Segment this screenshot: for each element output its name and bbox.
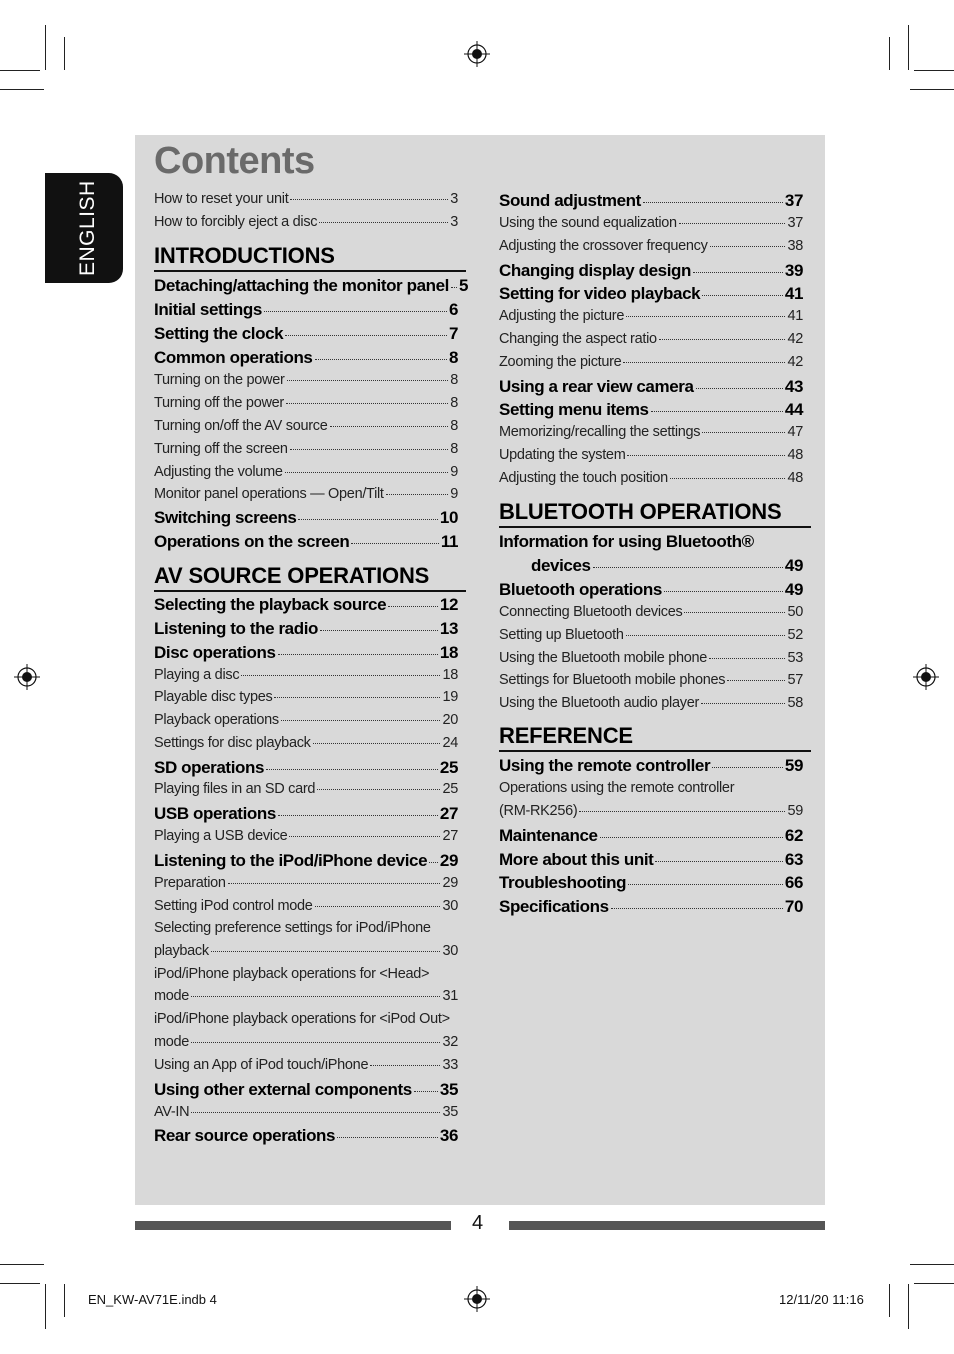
toc-entry-page: 41 — [784, 284, 803, 303]
toc-entry-page: 18 — [439, 643, 458, 662]
toc-entry[interactable] — [499, 695, 803, 711]
toc-entry-page: 36 — [439, 1126, 458, 1145]
toc-entry[interactable] — [499, 284, 803, 304]
page-number-bar-right — [509, 1221, 825, 1230]
toc-entry[interactable] — [154, 595, 458, 615]
toc-entry[interactable] — [154, 1126, 458, 1146]
toc-entry[interactable] — [154, 348, 458, 368]
crop-mark — [889, 37, 890, 70]
toc-entry[interactable] — [499, 238, 803, 254]
crop-mark — [889, 1284, 890, 1317]
crop-mark — [0, 70, 40, 71]
crop-mark — [0, 1264, 44, 1265]
toc-entry-page: 8 — [450, 441, 458, 457]
page-number-bar-left — [135, 1221, 451, 1230]
page-title: Contents — [154, 140, 315, 182]
crop-mark — [914, 70, 954, 71]
registration-mark-icon — [913, 664, 939, 690]
toc-entry-page: 8 — [450, 418, 458, 434]
toc-entry-page: 37 — [787, 215, 803, 231]
toc-entry[interactable] — [499, 826, 803, 846]
toc-entry-title: Specifications — [499, 897, 609, 916]
toc-entry-page: 43 — [784, 377, 803, 396]
page-number: 4 — [472, 1212, 484, 1234]
toc-entry[interactable] — [499, 850, 803, 870]
toc-entry-page: 49 — [784, 556, 803, 575]
toc-entry-page: 8 — [450, 372, 458, 388]
toc-entry-page: 25 — [439, 758, 458, 777]
toc-entry[interactable] — [154, 486, 458, 502]
toc-entry[interactable] — [154, 1104, 458, 1120]
toc-entry-title: Disc operations — [154, 643, 276, 662]
crop-mark — [45, 1284, 46, 1329]
toc-entry-page: 11 — [440, 532, 458, 551]
toc-entry-title: Zooming the picture — [499, 354, 622, 370]
toc-entry-title: Settings for Bluetooth mobile phones — [499, 672, 726, 688]
crop-mark — [45, 25, 46, 70]
toc-entry-title: Using other external components — [154, 1080, 412, 1099]
section-heading-introductions: INTRODUCTIONS — [154, 243, 466, 272]
toc-entry[interactable] — [499, 627, 803, 643]
toc-entry[interactable] — [499, 215, 803, 231]
toc-entry-page: 70 — [784, 897, 803, 916]
toc-entry-page: 32 — [442, 1034, 458, 1050]
toc-entry-page: 49 — [784, 580, 803, 599]
toc-entry-page: 62 — [784, 826, 803, 845]
toc-entry-page: 9 — [450, 486, 458, 502]
toc-entry-title: Using the remote controller — [499, 756, 711, 775]
toc-entry[interactable] — [154, 988, 458, 1004]
toc-entry-title: Initial settings — [154, 300, 262, 319]
toc-entry[interactable] — [499, 672, 803, 688]
toc-entry[interactable] — [531, 556, 803, 576]
toc-entry[interactable] — [154, 735, 458, 751]
toc-entry-title: Adjusting the touch position — [499, 470, 668, 486]
toc-entry-page: 47 — [787, 424, 803, 440]
registration-mark-icon — [464, 41, 490, 67]
toc-entry-title: Using an App of iPod touch/iPhone — [154, 1057, 369, 1073]
toc-entry-title: Connecting Bluetooth devices — [499, 604, 683, 620]
toc-entry[interactable] — [499, 580, 803, 600]
toc-entry-title: Operations on the screen — [154, 532, 350, 551]
section-heading-bluetooth: BLUETOOTH OPERATIONS — [499, 499, 811, 528]
toc-entry-title[interactable]: Information for using Bluetooth® — [499, 532, 754, 551]
toc-entry-title: Setting for video playback — [499, 284, 701, 303]
toc-entry-title: Troubleshooting — [499, 873, 627, 892]
toc-entry[interactable] — [499, 377, 803, 397]
toc-entry[interactable] — [499, 308, 803, 324]
toc-entry[interactable] — [154, 667, 458, 683]
crop-mark — [0, 89, 44, 90]
toc-entry-title: playback — [154, 943, 209, 959]
toc-entry-title: Adjusting the volume — [154, 464, 283, 480]
toc-entry-page: 3 — [450, 214, 458, 230]
toc-entry-title[interactable]: iPod/iPhone playback operations for <iPod Out> — [154, 1011, 450, 1027]
toc-entry-page: 27 — [442, 828, 458, 844]
toc-entry[interactable] — [499, 400, 803, 420]
crop-mark — [64, 1284, 65, 1317]
toc-entry-title: Changing display design — [499, 261, 691, 280]
toc-entry-title: USB operations — [154, 804, 276, 823]
toc-entry-title: Turning off the power — [154, 395, 284, 411]
toc-entry[interactable] — [499, 604, 803, 620]
registration-mark-icon — [464, 1286, 490, 1312]
toc-entry-title: Setting up Bluetooth — [499, 627, 624, 643]
toc-entry-title[interactable]: Operations using the remote controller — [499, 780, 735, 796]
toc-entry-page: 27 — [439, 804, 458, 823]
toc-entry[interactable] — [154, 712, 458, 728]
toc-entry[interactable] — [154, 1034, 458, 1050]
toc-entry-title: Playing files in an SD card — [154, 781, 316, 797]
toc-entry[interactable] — [154, 324, 458, 344]
toc-entry-page: 7 — [448, 324, 458, 343]
toc-entry-title: Rear source operations — [154, 1126, 336, 1145]
toc-entry-page: 57 — [787, 672, 803, 688]
toc-entry-page: 25 — [442, 781, 458, 797]
toc-entry-title: Turning on the power — [154, 372, 285, 388]
toc-entry-title: Using the Bluetooth audio player — [499, 695, 699, 711]
toc-entry-page: 20 — [442, 712, 458, 728]
toc-entry-page: 18 — [442, 667, 458, 683]
toc-entry-page: 29 — [442, 875, 458, 891]
toc-entry-title: Playing a USB device — [154, 828, 288, 844]
toc-entry-page: 42 — [787, 354, 803, 370]
section-heading-av-source: AV SOURCE OPERATIONS — [154, 563, 466, 592]
registration-mark-icon — [14, 664, 40, 690]
footer-file-info: EN_KW-AV71E.indb 4 — [88, 1292, 217, 1307]
toc-entry[interactable] — [154, 372, 458, 388]
toc-entry-page: 48 — [787, 470, 803, 486]
toc-entry-page: 13 — [439, 619, 458, 638]
toc-entry[interactable] — [499, 261, 803, 281]
crop-mark — [64, 37, 65, 70]
toc-entry-title: Listening to the iPod/iPhone device — [154, 851, 428, 870]
toc-entry-title: Settings for disc playback — [154, 735, 311, 751]
toc-entry[interactable] — [499, 873, 803, 893]
toc-entry[interactable] — [154, 508, 458, 528]
toc-entry-page: 59 — [787, 803, 803, 819]
toc-entry-page: 38 — [787, 238, 803, 254]
toc-entry-page: 44 — [784, 400, 803, 419]
crop-mark — [910, 1264, 954, 1265]
toc-entry-title: Setting menu items — [499, 400, 649, 419]
toc-entry-page: 31 — [442, 988, 458, 1004]
toc-entry-page: 12 — [439, 595, 458, 614]
toc-entry[interactable] — [499, 354, 803, 370]
toc-entry-title: Common operations — [154, 348, 313, 367]
toc-entry[interactable] — [154, 191, 458, 207]
toc-entry-page: 59 — [784, 756, 803, 775]
toc-entry-page: 9 — [450, 464, 458, 480]
toc-entry[interactable] — [499, 331, 803, 347]
toc-entry-title: AV-IN — [154, 1104, 190, 1120]
toc-entry-title: Maintenance — [499, 826, 598, 845]
toc-entry-title: Turning off the screen — [154, 441, 288, 457]
toc-entry-title: SD operations — [154, 758, 265, 777]
toc-entry-page: 48 — [787, 447, 803, 463]
toc-entry-page: 41 — [787, 308, 803, 324]
toc-entry[interactable] — [499, 191, 803, 211]
toc-entry-title: How to forcibly eject a disc — [154, 214, 318, 230]
toc-entry-title: Listening to the radio — [154, 619, 319, 638]
toc-entry-title: Playback operations — [154, 712, 279, 728]
crop-mark — [0, 1283, 40, 1284]
toc-entry[interactable] — [154, 643, 458, 663]
toc-entry-title: How to reset your unit — [154, 191, 289, 207]
toc-entry-page: 42 — [787, 331, 803, 347]
toc-entry[interactable] — [154, 689, 458, 705]
toc-entry-title: Preparation — [154, 875, 226, 891]
toc-entry-page: 29 — [439, 851, 458, 870]
toc-entry-page: 58 — [787, 695, 803, 711]
toc-entry[interactable] — [499, 756, 803, 776]
crop-mark — [914, 1283, 954, 1284]
toc-entry[interactable] — [154, 441, 458, 457]
toc-entry[interactable] — [154, 758, 458, 778]
toc-entry[interactable] — [154, 851, 458, 871]
section-heading-reference: REFERENCE — [499, 723, 811, 752]
toc-entry-page: 10 — [439, 508, 458, 527]
toc-entry[interactable] — [154, 300, 458, 320]
toc-entry[interactable] — [154, 875, 458, 891]
toc-entry[interactable] — [154, 214, 458, 230]
toc-entry-title: Bluetooth operations — [499, 580, 662, 599]
toc-entry-title: Using the sound equalization — [499, 215, 677, 231]
toc-entry-title: mode — [154, 1034, 190, 1050]
toc-entry-page: 30 — [442, 943, 458, 959]
toc-entry[interactable] — [499, 897, 803, 917]
toc-entry-title: Using a rear view camera — [499, 377, 694, 396]
toc-entry[interactable] — [154, 1080, 458, 1100]
toc-entry-title: Adjusting the picture — [499, 308, 625, 324]
toc-entry-title[interactable]: Selecting preference settings for iPod/iPhone — [154, 920, 431, 936]
toc-entry-page: 30 — [442, 898, 458, 914]
toc-entry[interactable] — [499, 650, 803, 666]
language-tab-label: ENGLISH — [76, 180, 99, 276]
toc-entry[interactable] — [154, 943, 458, 959]
toc-entry-title: (RM-RK256) — [499, 803, 578, 819]
toc-entry-title: Selecting the playback source — [154, 595, 387, 614]
toc-entry-page: 37 — [784, 191, 803, 210]
footer-timestamp: 12/11/20 11:16 — [779, 1292, 864, 1307]
toc-entry-title: Using the Bluetooth mobile phone — [499, 650, 708, 666]
crop-mark — [908, 25, 909, 70]
toc-entry-page: 50 — [787, 604, 803, 620]
toc-entry-title: devices — [531, 556, 591, 575]
toc-entry-title: Setting the clock — [154, 324, 284, 343]
toc-entry-page: 53 — [787, 650, 803, 666]
toc-entry-page: 35 — [442, 1104, 458, 1120]
toc-entry[interactable] — [154, 418, 458, 434]
crop-mark — [908, 1284, 909, 1329]
toc-entry[interactable] — [499, 424, 803, 440]
toc-entry-title: Playable disc types — [154, 689, 273, 705]
toc-entry[interactable] — [154, 464, 458, 480]
toc-entry-title: More about this unit — [499, 850, 654, 869]
toc-entry-title: Setting iPod control mode — [154, 898, 313, 914]
toc-entry-title[interactable]: iPod/iPhone playback operations for <Head> — [154, 966, 430, 982]
toc-entry[interactable] — [154, 804, 458, 824]
toc-entry-title: Monitor panel operations — Open/Tilt — [154, 486, 384, 502]
toc-entry-title: Turning on/off the AV source — [154, 418, 328, 434]
toc-entry-page: 66 — [784, 873, 803, 892]
toc-entry[interactable] — [154, 276, 469, 296]
toc-entry-page: 3 — [450, 191, 458, 207]
toc-entry[interactable] — [154, 619, 458, 639]
toc-entry-title: Adjusting the crossover frequency — [499, 238, 708, 254]
toc-entry-page: 24 — [442, 735, 458, 751]
toc-entry[interactable] — [154, 898, 458, 914]
crop-mark — [910, 89, 954, 90]
toc-entry-page: 5 — [459, 276, 469, 295]
toc-entry[interactable] — [154, 395, 458, 411]
toc-entry[interactable] — [499, 470, 803, 486]
toc-entry[interactable] — [499, 803, 803, 819]
toc-entry[interactable] — [154, 828, 458, 844]
toc-entry-title: Memorizing/recalling the settings — [499, 424, 701, 440]
toc-entry[interactable] — [499, 447, 803, 463]
toc-entry-page: 8 — [450, 395, 458, 411]
toc-entry[interactable] — [154, 532, 458, 552]
toc-entry-title: Detaching/attaching the monitor panel — [154, 276, 450, 295]
toc-entry-title: Switching screens — [154, 508, 297, 527]
toc-entry-title: Changing the aspect ratio — [499, 331, 657, 347]
toc-entry-page: 52 — [787, 627, 803, 643]
toc-entry-page: 63 — [784, 850, 803, 869]
toc-entry-title: Sound adjustment — [499, 191, 641, 210]
toc-entry-page: 33 — [442, 1057, 458, 1073]
toc-entry-page: 39 — [784, 261, 803, 280]
toc-entry-page: 8 — [448, 348, 458, 367]
toc-entry-title: Updating the system — [499, 447, 626, 463]
toc-entry-page: 19 — [442, 689, 458, 705]
toc-entry[interactable] — [154, 781, 458, 797]
toc-entry-page: 6 — [448, 300, 458, 319]
toc-entry[interactable] — [154, 1057, 458, 1073]
toc-entry-title: Playing a disc — [154, 667, 240, 683]
toc-entry-page: 35 — [439, 1080, 458, 1099]
toc-entry-title: mode — [154, 988, 190, 1004]
